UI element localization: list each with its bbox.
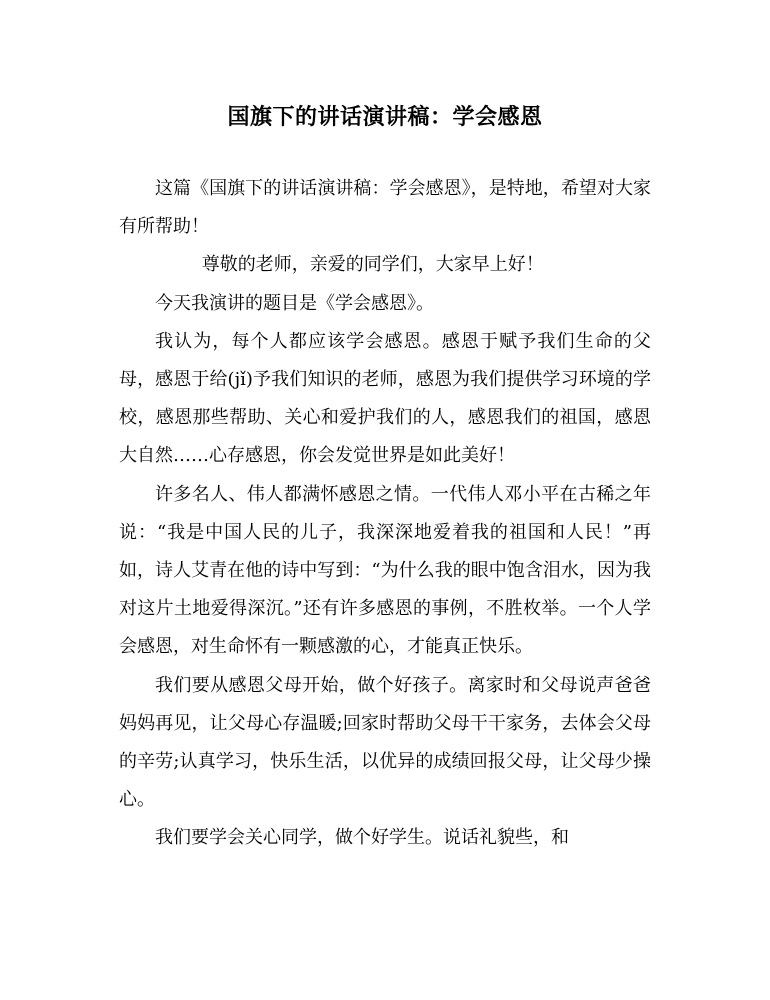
examples-paragraph: 许多名人、伟人都满怀感恩之情。一代伟人邓小平在古稀之年说：“我是中国人民的儿子，我深深地爱着我的祖国和人民！”再如，诗人艾青在他的诗中写到：“为什么我的眼中饱含泪水，因为我对这片土地爱得深沉。”还有许多感恩的事例，不胜枚举。一个人学会感恩，对生命怀有一颗感激的心，才能真正快乐。 (119, 483, 651, 658)
intro-paragraph: 这篇《国旗下的讲话演讲稿：学会感恩》，是特地，希望对大家有所帮助！ (119, 178, 651, 238)
classmates-paragraph: 我们要学会关心同学，做个好学生。说话礼貌些，和 (155, 827, 569, 849)
document-title: 国旗下的讲话演讲稿：学会感恩 (227, 104, 543, 130)
document-body (119, 170, 651, 858)
parents-paragraph: 我们要从感恩父母开始，做个好孩子。离家时和父母说声爸爸妈妈再见，让父母心存温暖;回家时帮助父母干干家务，去体会父母的辛劳;认真学习，快乐生活，以优异的成绩回报父母，让父母少操心。 (119, 674, 651, 811)
gratitude-paragraph: 我认为，每个人都应该学会感恩。感恩于赋予我们生命的父母，感恩于给(jǐ)予我们知识的老师，感恩为我们提供学习环境的学校，感恩那些帮助、关心和爱护我们的人，感恩我们的祖国，感恩大自然……心存感恩，你会发觉世界是如此美好！ (119, 330, 651, 467)
topic-paragraph: 今天我演讲的题目是《学会感恩》。 (155, 292, 434, 314)
greeting-paragraph: 尊敬的老师，亲爱的同学们，大家早上好！ (201, 254, 544, 276)
